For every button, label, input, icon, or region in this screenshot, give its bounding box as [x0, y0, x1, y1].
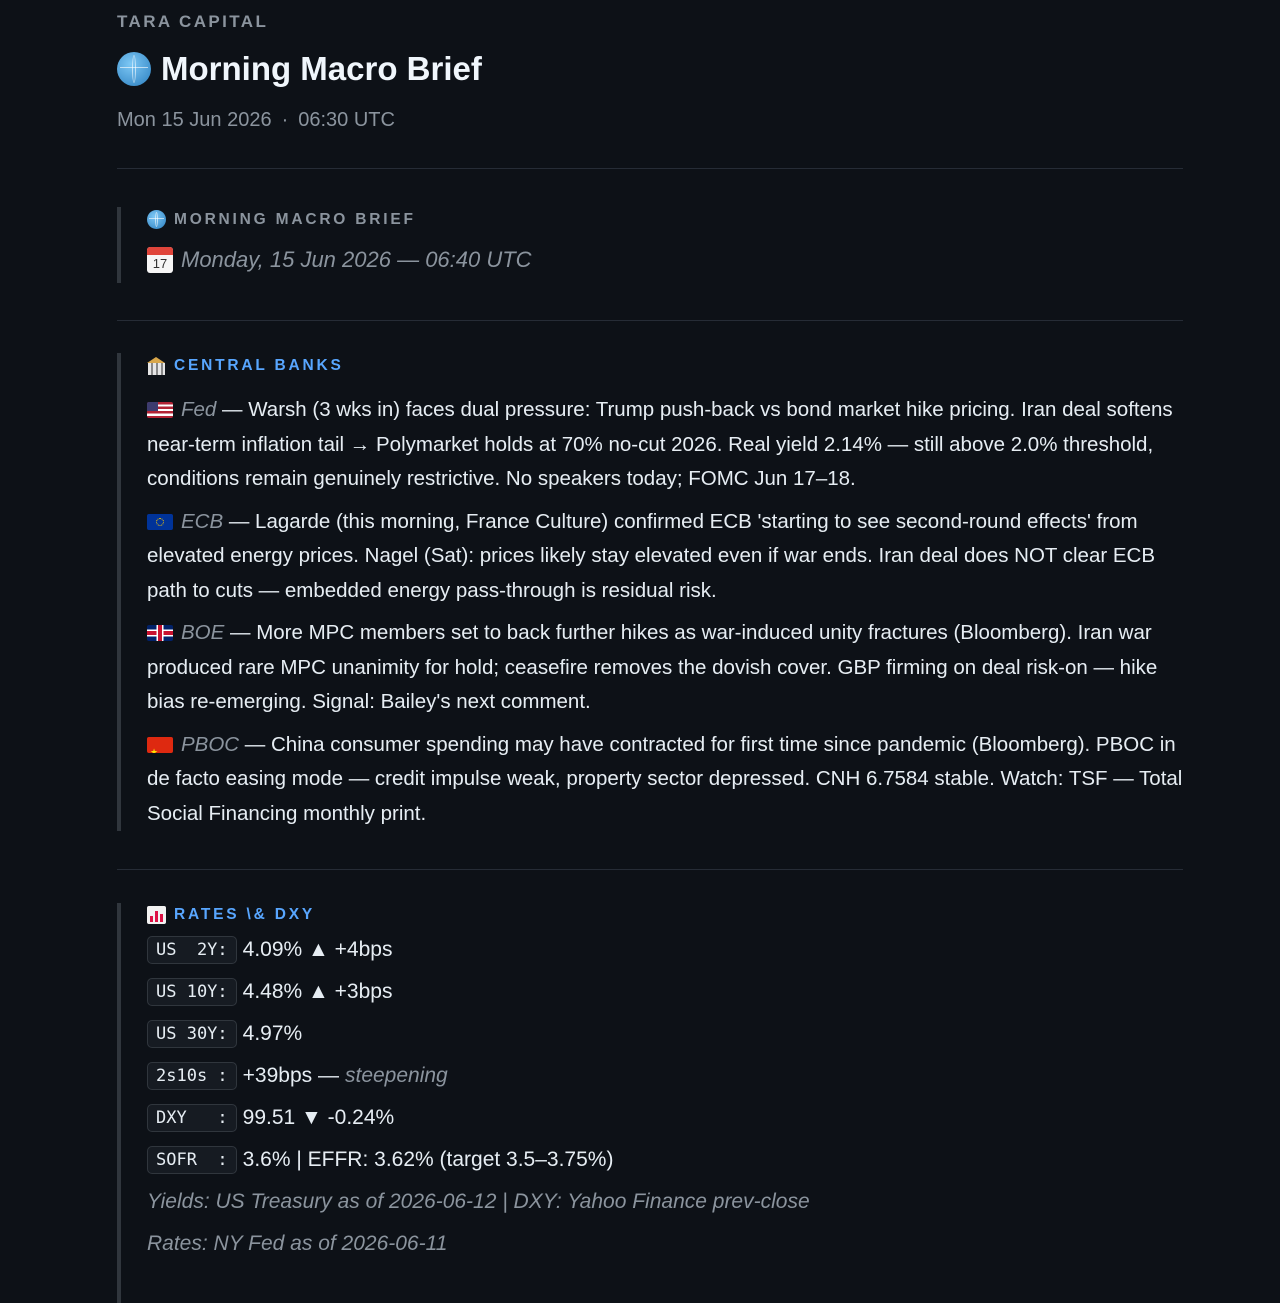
bank-name: BOE [181, 621, 225, 644]
page-title-text: Morning Macro Brief [161, 50, 482, 87]
us-flag-icon [147, 402, 173, 418]
rate-value: 3.6% | EFFR: 3.62% (target 3.5–3.75%) [242, 1148, 614, 1171]
brief-heading [147, 207, 1187, 229]
bank-name: PBOC [181, 732, 240, 756]
rate-row-dxy [147, 1102, 1187, 1134]
bar-chart-icon [147, 906, 166, 924]
uk-flag-icon [147, 625, 173, 641]
brief-heading-text: MORNING MACRO BRIEF [174, 210, 416, 228]
divider [117, 168, 1183, 169]
bank-name: Fed [181, 398, 217, 421]
central-banks-block [117, 353, 1187, 831]
rate-value: 99.51 ▼ -0.24% [242, 1106, 395, 1129]
divider [117, 869, 1183, 870]
central-banks-heading [147, 353, 1187, 375]
brief-dateline-text: Monday, 15 Jun 2026 — 06:40 UTC [181, 247, 532, 272]
rate-row-us2y [147, 934, 1187, 966]
bank-name: ECB [181, 509, 224, 533]
rates-source: Yields: US Treasury as of 2026-06-12 | DXY: Yahoo Finance prev-close [147, 1190, 810, 1213]
page-title [117, 50, 482, 88]
rate-row-us30y [147, 1018, 1187, 1050]
central-bank-pboc [147, 728, 1187, 832]
rate-value: 4.97% [242, 1022, 303, 1045]
rate-row-2s10s [147, 1060, 1187, 1092]
rate-row-sofr [147, 1144, 1187, 1176]
bank-commentary: — Warsh (3 wks in) faces dual pressure: Trump push-back vs bond market hike pricing. Iran deal softens near-term inflation tail → Polymarket holds at 70% no-cut 2026. Real yield 2.14% — still above 2.0% threshold, conditions remain genuinely restrictive. No speakers today; FOMC Jun 17–18. [147, 398, 1173, 490]
rates-source: Rates: NY Fed as of 2026-06-11 [147, 1232, 448, 1255]
globe-icon [147, 210, 166, 229]
bank-commentary: — China consumer spending may have contracted for first time since pandemic (Bloomberg). PBOC in de facto easing mode — credit impulse weak, property sector depressed. CNH 6.7584 stable. Watch: TSF — Total Social Financing monthly print. [147, 732, 1183, 825]
calendar-day: 17 [152, 256, 168, 271]
brand-label: TARA CAPITAL [117, 12, 269, 31]
divider [117, 320, 1183, 321]
rate-code: US 30Y: [147, 1020, 237, 1048]
rates-heading-text: RATES \& DXY [174, 906, 315, 923]
rate-code: US 10Y: [147, 978, 237, 1006]
central-bank-fed [147, 393, 1187, 497]
calendar-icon [147, 247, 173, 273]
bank-commentary: — Lagarde (this morning, France Culture) confirmed ECB 'starting to see second-round effects' from elevated energy prices. Nagel (Sat): prices likely stay elevated even if war ends. Iran deal does NOT clear ECB path to cuts — embedded energy pass-through is residual risk. [147, 509, 1156, 602]
rates-heading [147, 903, 1187, 924]
rate-value: 4.09% ▲ +4bps [242, 938, 393, 961]
report-date: Mon 15 Jun 2026 [117, 109, 272, 131]
cn-flag-icon [147, 737, 173, 753]
globe-icon [117, 52, 151, 86]
brief-dateline [147, 247, 1187, 273]
central-bank-boe [147, 616, 1187, 720]
page-subtitle [117, 109, 395, 132]
rate-row-us10y [147, 976, 1187, 1008]
rate-note: steepening [344, 1064, 448, 1087]
central-banks-heading-text: CENTRAL BANKS [174, 357, 344, 374]
eu-flag-icon [147, 514, 173, 530]
rates-block [117, 903, 1187, 1303]
central-bank-ecb [147, 505, 1187, 609]
report-time: 06:30 UTC [298, 109, 395, 131]
rate-value: 4.48% ▲ +3bps [242, 980, 393, 1003]
bank-icon [147, 357, 166, 375]
bank-commentary: — More MPC members set to back further hikes as war-induced unity fractures (Bloomberg). Iran war produced rare MPC unanimity for hold; ceasefire removes the dovish cover. GBP firming on deal risk-on — hike bias re-emerging. Signal: Bailey's next comment. [147, 621, 1158, 713]
brief-block [117, 207, 1187, 283]
rate-code: US 2Y: [147, 936, 237, 964]
rate-value: +39bps — [242, 1064, 339, 1087]
rate-code: SOFR : [147, 1146, 237, 1174]
rate-code: 2s10s : [147, 1062, 237, 1090]
subtitle-separator: · [281, 109, 289, 131]
rate-code: DXY : [147, 1104, 237, 1132]
